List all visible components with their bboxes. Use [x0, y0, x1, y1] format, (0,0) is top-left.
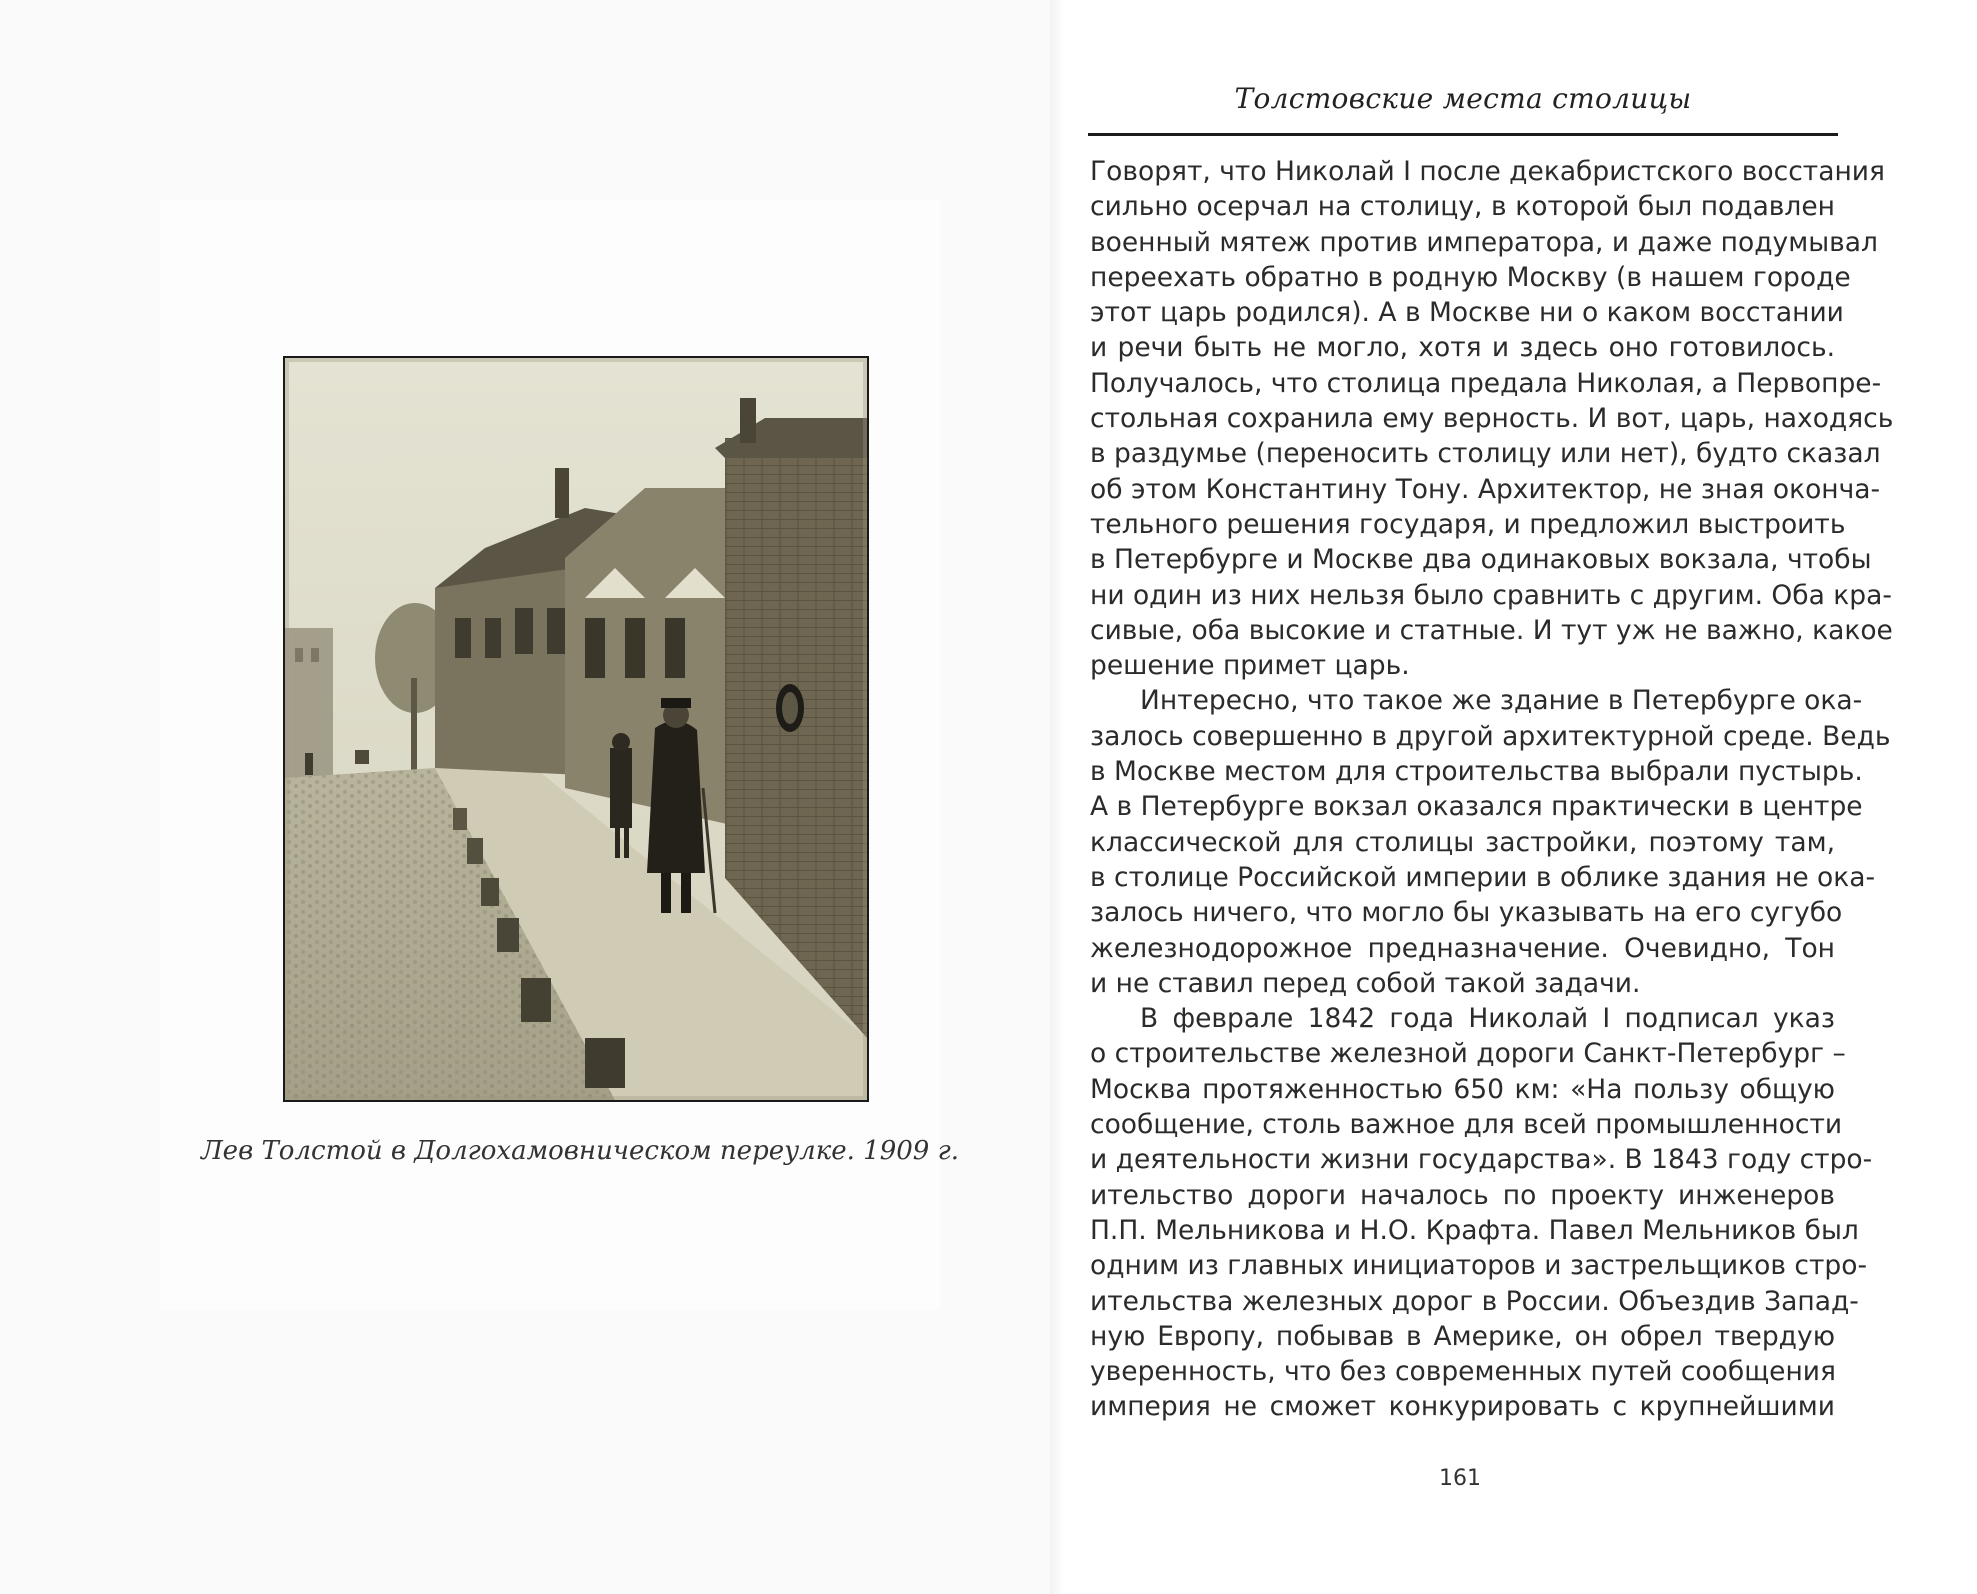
- text-line: ительство дороги началось по проекту инженеров: [1090, 1179, 1835, 1211]
- text-line: Получалось, что столица предала Николая, а Первопре-: [1090, 367, 1882, 399]
- text-line: решение примет царь.: [1090, 650, 1410, 682]
- text-line: сивые, оба высокие и статные. И тут уж не важно, какое: [1090, 614, 1893, 646]
- text-line: этот царь родился). А в Москве ни о каком восстании: [1090, 297, 1844, 329]
- text-line: в Москве местом для строительства выбрали пустырь.: [1090, 756, 1863, 788]
- text-line: империя не сможет конкурировать с крупнейшими: [1090, 1391, 1835, 1423]
- text-line: В феврале 1842 года Николай I подписал указ: [1140, 1003, 1835, 1035]
- text-line: в Петербурге и Москве два одинаковых вокзала, чтобы: [1090, 544, 1872, 576]
- text-line: в столице Российской империи в облике здания не ока-: [1090, 861, 1876, 893]
- text-line: ни один из них нельзя было сравнить с другим. Оба кра-: [1090, 579, 1892, 611]
- photo-caption: Лев Толстой в Долгохамовническом переулке. 1909 г.: [200, 1136, 960, 1166]
- header-rule: [1088, 133, 1838, 136]
- text-line: тельного решения государя, и предложил выстроить: [1090, 508, 1846, 540]
- text-line: сообщение, столь важное для всей промышленности: [1090, 1109, 1843, 1141]
- text-line: сильно осерчал на столицу, в которой был подавлен: [1090, 191, 1835, 223]
- text-line: в раздумье (переносить столицу или нет), будто сказал: [1090, 438, 1881, 470]
- text-line: военный мятеж против императора, и даже подумывал: [1090, 226, 1878, 258]
- text-line: ительства железных дорог в России. Объездив Запад-: [1090, 1285, 1859, 1317]
- text-line: об этом Константину Тону. Архитектор, не зная оконча-: [1090, 473, 1881, 505]
- text-line: и не ставил перед собой такой задачи.: [1090, 967, 1641, 999]
- text-line: Москва протяженностью 650 км: «На пользу общую: [1090, 1073, 1835, 1105]
- text-line: залось совершенно в другой архитектурной среде. Ведь: [1090, 720, 1891, 752]
- body-text: [1090, 154, 1894, 1425]
- text-line: Говорят, что Николай I после декабристского восстания: [1090, 156, 1885, 187]
- text-line: одним из главных инициаторов и застрельщиков стро-: [1090, 1250, 1868, 1282]
- text-line: переехать обратно в родную Москву (в нашем городе: [1090, 261, 1851, 293]
- text-line: А в Петербурге вокзал оказался практически в центре: [1090, 791, 1863, 823]
- text-line: классической для столицы застройки, поэтому там,: [1090, 826, 1835, 858]
- text-line: и речи быть не могло, хотя и здесь оно готовилось.: [1090, 332, 1835, 364]
- text-line: залось ничего, что могло бы указывать на его сугубо: [1090, 897, 1843, 929]
- page-number: 161: [1439, 1466, 1481, 1491]
- running-head: Толстовские места столицы: [1234, 82, 1692, 115]
- text-line: о строительстве железной дороги Санкт-Петербург –: [1090, 1038, 1846, 1070]
- text-line: ную Европу, побывав в Америке, он обрел твердую: [1090, 1320, 1835, 1352]
- street-photo: [283, 356, 869, 1102]
- text-line: стольная сохранила ему верность. И вот, царь, находясь: [1090, 403, 1894, 435]
- text-line: железнодорожное предназначение. Очевидно, Тон: [1090, 932, 1835, 964]
- street-photo-icon: [285, 358, 867, 1100]
- text-line: Интересно, что такое же здание в Петербурге ока-: [1140, 685, 1863, 717]
- text-line: уверенность, что без современных путей сообщения: [1090, 1356, 1836, 1388]
- book-gutter: [1050, 0, 1064, 1594]
- text-line: П.П. Мельникова и Н.О. Крафта. Павел Мельников был: [1090, 1214, 1859, 1246]
- text-line: и деятельности жизни государства». В 1843 году стро-: [1090, 1144, 1873, 1176]
